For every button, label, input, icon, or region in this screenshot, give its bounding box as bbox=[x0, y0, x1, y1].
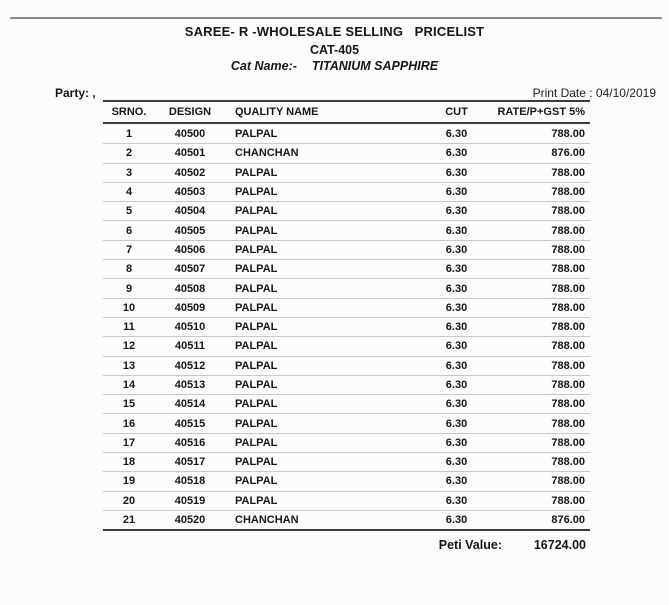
table-cell: 788.00 bbox=[551, 321, 585, 334]
table-header-row bbox=[103, 100, 590, 124]
total-label: Peti Value: bbox=[438, 538, 502, 553]
table-cell: PALPAL bbox=[235, 494, 278, 507]
table-cell: 788.00 bbox=[551, 340, 585, 353]
table-cell: 6 bbox=[125, 224, 133, 237]
table-cell: 1 bbox=[125, 127, 133, 140]
table-cell: 40505 bbox=[174, 224, 206, 237]
table-cell: PALPAL bbox=[235, 243, 278, 256]
header-cell: CUT bbox=[445, 106, 468, 118]
table-row bbox=[103, 220, 590, 239]
table-cell: 6.30 bbox=[445, 224, 468, 237]
table-cell: 8 bbox=[125, 263, 133, 276]
table-cell: 17 bbox=[122, 436, 136, 449]
table-cell: 13 bbox=[122, 359, 136, 372]
table-cell: 788.00 bbox=[551, 398, 585, 411]
table-cell: 40518 bbox=[174, 475, 206, 488]
header-cell: SRNO. bbox=[111, 106, 147, 118]
top-divider bbox=[10, 17, 662, 19]
table-cell: PALPAL bbox=[235, 417, 278, 430]
table-cell: 788.00 bbox=[551, 127, 585, 140]
table-row bbox=[103, 182, 590, 201]
table-row bbox=[103, 317, 590, 336]
table-row bbox=[103, 433, 590, 452]
table-cell: PALPAL bbox=[235, 436, 278, 449]
table-cell: PALPAL bbox=[235, 456, 278, 469]
table-cell: 876.00 bbox=[551, 514, 585, 527]
table-row bbox=[103, 201, 590, 220]
table-row bbox=[103, 143, 590, 162]
table-row bbox=[103, 413, 590, 432]
table-cell: 6.30 bbox=[445, 301, 468, 314]
table-cell: PALPAL bbox=[235, 321, 278, 334]
table-cell: 40508 bbox=[174, 282, 206, 295]
cat-name-value: TITANIUM SAPPHIRE bbox=[311, 59, 439, 73]
table-cell: 7 bbox=[125, 243, 133, 256]
table-cell: 40506 bbox=[174, 243, 206, 256]
table-row bbox=[103, 452, 590, 471]
table-cell: 40511 bbox=[175, 340, 205, 353]
table-row bbox=[103, 163, 590, 182]
table-cell: 788.00 bbox=[551, 243, 585, 256]
table-row bbox=[103, 259, 590, 278]
table-cell: PALPAL bbox=[235, 166, 278, 179]
table-cell: 6.30 bbox=[445, 166, 468, 179]
table-cell: 788.00 bbox=[551, 301, 585, 314]
table-cell: 788.00 bbox=[551, 282, 585, 295]
table-cell: PALPAL bbox=[235, 359, 278, 372]
table-cell: 6.30 bbox=[445, 321, 468, 334]
table-cell: 40514 bbox=[174, 398, 206, 411]
table-cell: 6.30 bbox=[445, 436, 468, 449]
table-cell: 40509 bbox=[174, 301, 206, 314]
table-cell: 40515 bbox=[174, 417, 206, 430]
page-title: SAREE- R -WHOLESALE SELLING PRICELIST bbox=[184, 24, 485, 39]
table-cell: 40520 bbox=[174, 514, 206, 527]
table-body bbox=[103, 124, 590, 531]
table-cell: 788.00 bbox=[551, 436, 585, 449]
table-cell: 788.00 bbox=[551, 456, 585, 469]
table-cell: 6.30 bbox=[445, 243, 468, 256]
table-cell: 788.00 bbox=[551, 166, 585, 179]
table-cell: 5 bbox=[125, 205, 133, 218]
table-row bbox=[103, 336, 590, 355]
table-cell: CHANCHAN bbox=[235, 514, 299, 527]
header-cell: RATE/P+GST 5% bbox=[497, 106, 585, 118]
table-cell: 6.30 bbox=[445, 417, 468, 430]
table-row bbox=[103, 375, 590, 394]
table-cell: PALPAL bbox=[235, 398, 278, 411]
table-cell: 40519 bbox=[174, 494, 206, 507]
table-cell: 6.30 bbox=[445, 494, 468, 507]
table-cell: 788.00 bbox=[551, 263, 585, 276]
table-cell: 788.00 bbox=[551, 186, 585, 199]
table-row bbox=[103, 124, 590, 143]
table-cell: 788.00 bbox=[551, 494, 585, 507]
table-row bbox=[103, 394, 590, 413]
table-cell: 10 bbox=[122, 301, 136, 314]
table-cell: CHANCHAN bbox=[235, 147, 299, 160]
table-cell: 6.30 bbox=[445, 186, 468, 199]
cat-name-label: Cat Name:- bbox=[230, 59, 297, 73]
table-cell: 4 bbox=[125, 186, 133, 199]
table-cell: 788.00 bbox=[551, 475, 585, 488]
table-row bbox=[103, 510, 590, 529]
table-row bbox=[103, 298, 590, 317]
table-cell: 6.30 bbox=[445, 514, 468, 527]
table-cell: PALPAL bbox=[235, 475, 278, 488]
table-row bbox=[103, 356, 590, 375]
table-cell: 11 bbox=[123, 321, 135, 334]
table-cell: 12 bbox=[122, 340, 136, 353]
table-cell: PALPAL bbox=[235, 301, 278, 314]
table-row bbox=[103, 471, 590, 490]
table-cell: 9 bbox=[125, 282, 133, 295]
table-cell: 40512 bbox=[174, 359, 206, 372]
table-cell: 40504 bbox=[174, 205, 206, 218]
print-date: Print Date : 04/10/2019 bbox=[532, 86, 656, 100]
table-cell: 3 bbox=[125, 166, 133, 179]
table-cell: 21 bbox=[122, 514, 136, 527]
table-cell: 40513 bbox=[174, 379, 206, 391]
table-cell: 788.00 bbox=[551, 205, 585, 218]
table-row bbox=[103, 240, 590, 259]
table-cell: 15 bbox=[122, 398, 136, 411]
header-cell: DESIGN bbox=[168, 106, 212, 118]
table-cell: 40510 bbox=[174, 321, 206, 334]
table-cell: 6.30 bbox=[445, 456, 468, 469]
table-cell: 6.30 bbox=[445, 475, 468, 488]
table-cell: PALPAL bbox=[235, 205, 278, 218]
table-cell: 6.30 bbox=[445, 379, 468, 391]
table-cell: 40503 bbox=[174, 186, 206, 199]
table-cell: PALPAL bbox=[235, 282, 278, 295]
header-cell: QUALITY NAME bbox=[235, 106, 319, 118]
table-cell: 40507 bbox=[174, 263, 206, 276]
table-row bbox=[103, 278, 590, 297]
table-cell: 40500 bbox=[174, 127, 206, 140]
catalog-number: CAT-405 bbox=[309, 43, 360, 57]
table-cell: 18 bbox=[122, 456, 136, 469]
table-cell: PALPAL bbox=[235, 379, 278, 391]
table-cell: 40501 bbox=[174, 147, 206, 160]
table-cell: 788.00 bbox=[551, 417, 585, 430]
total-value: 16724.00 bbox=[533, 538, 586, 553]
table-cell: 6.30 bbox=[445, 205, 468, 218]
table-cell: PALPAL bbox=[235, 127, 278, 140]
table-cell: 6.30 bbox=[445, 147, 468, 160]
table-cell: 6.30 bbox=[445, 359, 468, 372]
pricelist-table bbox=[103, 100, 590, 552]
table-cell: 6.30 bbox=[445, 340, 468, 353]
table-cell: 6.30 bbox=[445, 282, 468, 295]
party-label: Party: , bbox=[55, 86, 96, 100]
table-total-row bbox=[103, 531, 590, 552]
table-cell: PALPAL bbox=[235, 340, 278, 353]
table-cell: 6.30 bbox=[445, 127, 468, 140]
table-cell: 788.00 bbox=[551, 379, 585, 391]
table-cell: PALPAL bbox=[235, 263, 278, 276]
table-cell: PALPAL bbox=[235, 186, 278, 199]
table-cell: 20 bbox=[122, 494, 136, 507]
table-cell: 788.00 bbox=[551, 359, 585, 372]
table-cell: 2 bbox=[125, 147, 133, 160]
table-cell: 788.00 bbox=[551, 224, 585, 237]
table-cell: 40517 bbox=[174, 456, 206, 469]
table-cell: 16 bbox=[122, 417, 136, 430]
table-cell: 6.30 bbox=[445, 398, 468, 411]
table-cell: PALPAL bbox=[235, 224, 278, 237]
table-row bbox=[103, 491, 590, 510]
table-cell: 6.30 bbox=[445, 263, 468, 276]
table-cell: 40516 bbox=[174, 436, 206, 449]
table-cell: 40502 bbox=[174, 166, 206, 179]
table-cell: 876.00 bbox=[551, 147, 585, 160]
cat-name-line bbox=[0, 59, 669, 73]
table-cell: 14 bbox=[122, 379, 136, 391]
table-cell: 19 bbox=[122, 475, 136, 488]
